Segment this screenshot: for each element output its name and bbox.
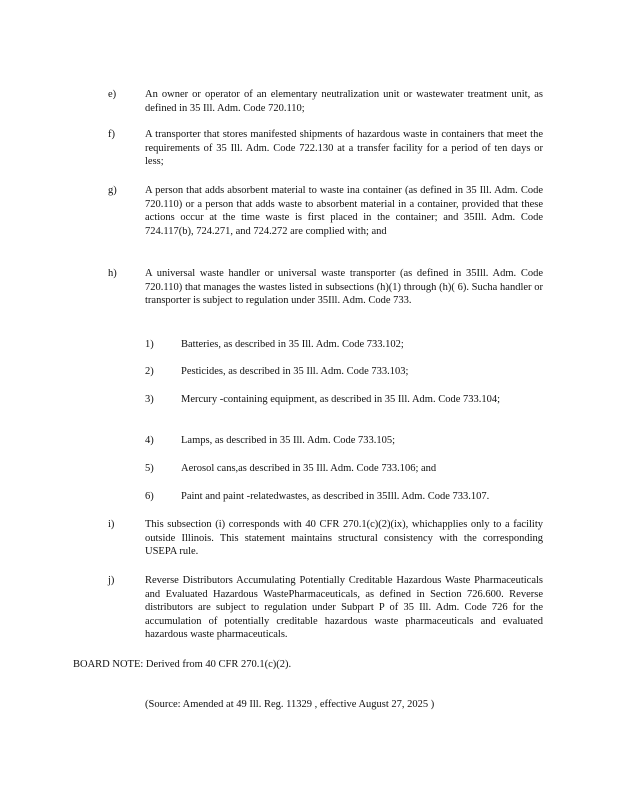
subitem-label: 2) <box>145 366 154 377</box>
subitem-label: 1) <box>145 339 154 350</box>
board-note: BOARD NOTE: Derived from 40 CFR 270.1(c)(2). <box>73 659 292 670</box>
item-text: This subsection (i) corresponds with 40 CFR 270.1(c)(2)(ix), whichapplies only to a facility outside Illinois. This statement maintains structural consistency with the corresponding USEPA rule. <box>145 519 543 557</box>
item-label: i) <box>108 519 115 530</box>
subitem-label: 3) <box>145 394 154 405</box>
subitem-text: Mercury -containing equipment, as described in 35 Ill. Adm. Code 733.104; <box>181 394 501 405</box>
subitem-label: 6) <box>145 491 154 502</box>
item-label: g) <box>108 185 117 196</box>
item-label: j) <box>108 575 115 586</box>
item-label: f) <box>108 129 115 140</box>
subitem-text: Paint and paint -relatedwastes, as described in 35Ill. Adm. Code 733.107. <box>181 491 490 502</box>
subitem-label: 4) <box>145 435 154 446</box>
item-label: e) <box>108 89 117 100</box>
subitem-text: Pesticides, as described in 35 Ill. Adm. Code 733.103; <box>181 366 409 377</box>
item-text: Reverse Distributors Accumulating Potentially Creditable Hazardous Waste Pharmaceuticals and Evaluated Hazardous WastePharmaceuticals, as defined in Section 726.600. Reverse distributors are subject to regulation under Subpart P of 35 Ill. Adm. Code 726 for the accumulation of potentially creditable hazardous waste pharmaceuticals and evaluated hazardous waste pharmaceuticals. <box>145 575 543 640</box>
item-label: h) <box>108 268 117 279</box>
item-text: A transporter that stores manifested shipments of hazardous waste in containers that meet the requirements of 35 Ill. Adm. Code 722.130 at a transfer facility for a period of ten days or less; <box>145 129 543 167</box>
subitem-text: Lamps, as described in 35 Ill. Adm. Code 733.105; <box>181 435 396 446</box>
subitem-text: Aerosol cans,as described in 35 Ill. Adm. Code 733.106; and <box>181 463 437 474</box>
source-note: (Source: Amended at 49 Ill. Reg. 11329 , effective August 27, 2025 ) <box>145 699 435 710</box>
item-text: A universal waste handler or universal waste transporter (as defined in 35Ill. Adm. Code 720.110) that manages the wastes listed in subsections (h)(1) through (h)( 6). Sucha handler or transporter is subject to regulation under 35Ill. Adm. Code 733. <box>145 268 543 306</box>
subitem-text: Batteries, as described in 35 Ill. Adm. Code 733.102; <box>181 339 404 350</box>
item-text: A person that adds absorbent material to waste ina container (as defined in 35 Ill. Adm. Code 720.110) or a person that adds waste to absorbent material in a container, provided that these actions occur at the time waste is first placed in the container; and 35Ill. Adm. Code 724.117(b), 724.271, and 724.272 are complied with; and <box>145 185 543 237</box>
subitem-label: 5) <box>145 463 154 474</box>
item-text: An owner or operator of an elementary neutralization unit or wastewater treatment unit, as defined in 35 Ill. Adm. Code 720.110; <box>145 89 543 114</box>
